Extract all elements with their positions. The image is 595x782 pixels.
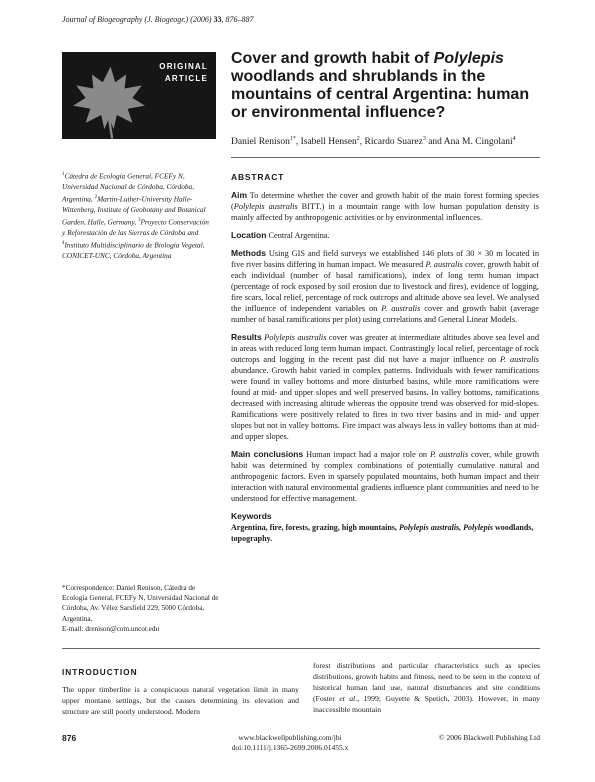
section-label: Methods <box>231 248 266 258</box>
author-affiliation-sup: 4 <box>512 136 516 142</box>
section-text: abundance. Growth habit varied in complex patterns. Individuals with fewer ramifications were found in valley bottoms and more disturbed basins, while more ramifications were found at mid- and upper slopes and well preserved basins. In valley bottoms, ramifications decreased with increasing altitude whereas the opposite trend was observed for mid-slopes. Ramifications were positively related to fires in two river basins and in mid- and upper slopes but not in valley bottoms. Fire impact was always less in valley bottoms than at mid- and upper slopes. <box>231 366 539 441</box>
copyright: © 2006 Blackwell Publishing Ltd <box>438 733 540 742</box>
affiliation-sup: 3 <box>137 218 141 224</box>
species-name: P. australis <box>381 304 421 313</box>
correspondence-label: *Correspondence: <box>62 584 117 592</box>
corresponding-mark: * <box>292 136 296 142</box>
affiliation-sup: 4 <box>62 241 65 247</box>
keywords-species: Polylepis australis, Polylepis <box>398 523 493 532</box>
abstract-methods <box>231 248 539 325</box>
author-affiliation-sup: 1 <box>289 136 293 142</box>
author-separator: , <box>295 137 301 148</box>
species-name: P. australis <box>500 355 539 364</box>
right-column-text <box>313 660 540 715</box>
author-name[interactable]: Ricardo Suarez <box>364 137 423 148</box>
doi-link[interactable]: doi:10.1111/j.1365-2699.2006.01455.x <box>231 743 349 752</box>
author-name[interactable]: Ana M. Cingolani <box>443 137 513 148</box>
abstract <box>231 172 539 544</box>
section-label: Location <box>231 230 267 240</box>
section-label: Main conclusions <box>231 449 304 459</box>
section-text: Human impact had a major role on <box>303 450 430 459</box>
abstract-heading: ABSTRACT <box>231 172 285 182</box>
affiliations <box>62 170 209 262</box>
affiliation-text: Proyecto Conservación y Reforestación de las Sierras de Córdoba and <box>62 217 209 238</box>
article-title <box>231 50 531 122</box>
author-name[interactable]: Isabell Hensen <box>300 137 357 148</box>
article-type-badge <box>62 52 216 139</box>
section-text: BITT.) in a mountain range with low human population density is mainly affected by anthropogenic activities or by environmental influences. <box>231 202 539 222</box>
keywords <box>231 522 539 544</box>
species-name: Polylepis australis <box>261 333 327 342</box>
section-text: cover was greater at intermediate altitudes above sea level and in areas with reduced long term human impact. Contrastingly local relief, percentage of rock outcrops and logging in the recent past did not have a major influence on <box>231 333 539 364</box>
badge-line-original: ORIGINAL <box>159 62 208 71</box>
body-text: forest distributions and particular characteristics such as species distributions, growth habits and fitness, need to be seen in the context of historical human land use, natural disturbances and site conditions (Foster <box>313 661 540 703</box>
affiliation-sup: 1 <box>62 172 65 177</box>
author-separator: , <box>359 137 365 148</box>
abstract-results <box>231 332 539 442</box>
journal-header <box>62 15 254 24</box>
journal-url-link[interactable]: www.blackwellpublishing.com/jbi <box>238 733 342 742</box>
species-name: Polylepis australis <box>233 202 298 211</box>
section-label: Aim <box>231 190 248 200</box>
section-label: Results <box>231 332 262 342</box>
author-divider <box>231 157 540 158</box>
journal-name: Journal of Biogeography (J. Biogeogr.) (2006) <box>62 15 212 24</box>
section-text: Using GIS and field surveys we established 146 plots of 30 × 30 m located in five river basins differing in human impact. We measured <box>231 249 539 269</box>
species-name: P. australis <box>429 450 469 459</box>
author-affiliation-sup: 2 <box>356 136 360 142</box>
author-separator: and <box>425 137 444 148</box>
section-text: cover and growth habit (average number of basal ramifications per plot) using correlations and General Linear Models. <box>231 304 539 324</box>
affiliation-text: Martin-Luther-University Halle-Wittenberg, Institute of Geobotany and Botanical Garden, Halle, Germany, <box>62 194 206 227</box>
keywords-heading: Keywords <box>231 511 272 521</box>
section-text: To determine whether the cover and growth habit of the main forest forming species ( <box>231 191 539 211</box>
maple-leaf-icon <box>70 62 148 139</box>
section-text: cover, growth habit of each individual (number of basal ramifications), index of long term human impact (percentage of rock exposed by soil erosion due to livestock and fires), evidence of logging, fire scars, local relief, percentage of rock outcrops and altitude above sea level. We analysed the influence of independent variables on <box>231 260 539 313</box>
abstract-aim <box>231 190 539 223</box>
badge-line-article: ARTICLE <box>164 74 208 83</box>
author-affiliation-sup: 3 <box>422 136 426 142</box>
badge-label <box>159 61 208 85</box>
title-genus: Polylepis <box>433 50 504 67</box>
affiliation-text: Instituto Multidisciplinario de Biología Vegetal, CONICET-UNC, Córdoba, Argentina <box>62 240 205 261</box>
correspondence <box>62 583 222 634</box>
body-text: ., 1999; Guyette & Spetich, 2003). However, in many inaccessible mountain <box>313 694 541 714</box>
affiliation-sup: 2 <box>94 195 98 201</box>
introduction-heading: INTRODUCTION <box>62 667 138 677</box>
keywords-text: Argentina, fire, forests, grazing, high mountains, <box>231 523 399 532</box>
abstract-bottom-divider <box>62 648 540 649</box>
title-part-2: woodlands and shrublands in the mountains of central Argentina: human or environmental influence? <box>231 68 530 121</box>
abstract-conclusions <box>231 449 539 504</box>
keywords-text: woodlands, topography. <box>231 523 534 543</box>
journal-volume: 33 <box>213 15 222 24</box>
species-name: P. australis <box>425 260 463 269</box>
correspondence-email[interactable]: E-mail: drenison@com.uncor.edu <box>62 624 160 633</box>
page-number: 876 <box>62 733 77 743</box>
author-list <box>231 136 516 147</box>
footer-links <box>140 733 440 753</box>
abstract-location <box>231 230 539 241</box>
title-part-1: Cover and growth habit of <box>231 50 434 67</box>
citation-etal: et al <box>339 694 356 703</box>
section-text: Central Argentina. <box>266 231 330 240</box>
section-text: cover, while growth habit was determined by complex combinations of potentially cumulative natural and anthropogenic factors. Even in sparsely populated mountains, both human impact and their interaction with natural environmental gradients influence plant communities and need to be understood for effective management. <box>231 450 540 503</box>
correspondence-address: Daniel Renison, Cátedra de Ecología General, FCEFy N, Universidad Nacional de Córdoba, Av. Vélez Sarsfield 229, 5000 Córdoba, Argentina. <box>62 584 219 623</box>
affiliation-text: Cátedra de Ecología General, FCEFy N, Universidad Nacional de Córdoba, Córdoba, Argentina, <box>62 171 195 204</box>
author-name[interactable]: Daniel Renison <box>231 137 290 148</box>
introduction-text: The upper timberline is a conspicuous natural vegetation limit in many upper montane settings, but the causes determining its elevation and structure are still poorly understood. Modern <box>62 685 299 716</box>
journal-pages: , 876–887 <box>221 15 254 24</box>
